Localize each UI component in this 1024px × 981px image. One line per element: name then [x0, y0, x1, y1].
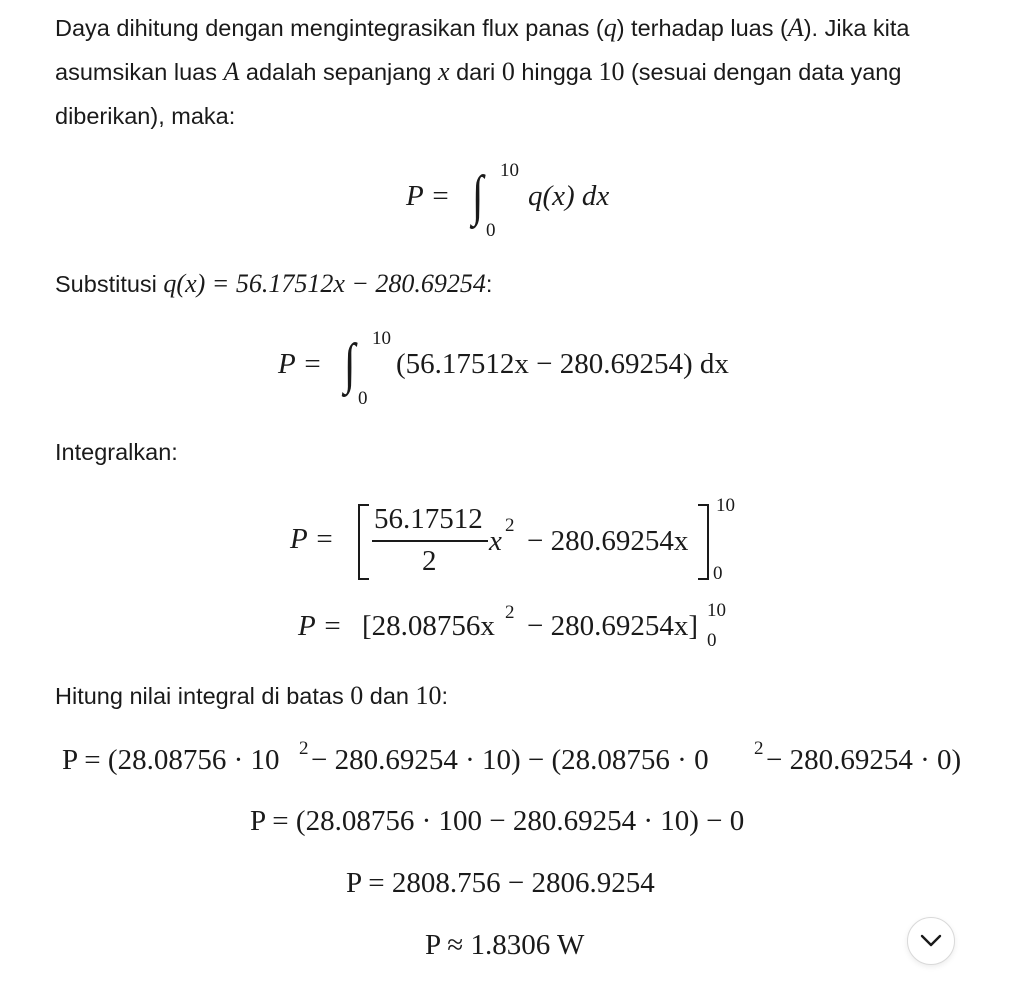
equation-antiderivative-simplified: [0, 600, 1024, 660]
eq4-body: [28.08756x: [362, 610, 495, 642]
equation-substituted-integral: [0, 328, 1024, 408]
eq1-lhs: P =: [406, 180, 451, 212]
eq4-lower-limit: 0: [707, 630, 717, 651]
eq2-lower-limit: 0: [358, 388, 368, 409]
substitution-line: Substitusi q(x) = 56.17512x − 280.69254:: [55, 269, 493, 298]
eq7-text: P = 2808.756 − 2806.9254: [346, 867, 655, 899]
integrate-label: Integralkan:: [55, 439, 178, 465]
equation-subtraction: [0, 867, 1024, 907]
evaluate-label: Hitung nilai integral di batas 0 dan 10:: [55, 681, 449, 710]
eq3-variable: x: [489, 525, 502, 557]
eq3-upper-limit: 10: [716, 495, 735, 516]
eq4-upper-limit: 10: [707, 600, 726, 621]
eq4-tail: − 280.69254x]: [527, 610, 699, 642]
right-bracket: [694, 503, 712, 581]
scroll-down-button[interactable]: [907, 917, 955, 965]
eq3-exponent: 2: [505, 515, 515, 536]
eq8-text: P ≈ 1.8306 W: [425, 929, 585, 961]
eq1-upper-limit: 10: [500, 160, 519, 181]
equation-power-integral: [0, 160, 1024, 240]
chevron-down-icon: [920, 934, 942, 948]
integral-sign: ∫: [343, 333, 356, 395]
equation-evaluate-step: [0, 805, 1024, 845]
equation-evaluate-bounds: [0, 738, 1024, 788]
eq5-part-c: − 280.69254 · 0): [766, 744, 962, 776]
eq5-part-a: P = (28.08756 · 10: [62, 744, 280, 776]
integral-sign: ∫: [471, 165, 484, 227]
equation-result: [0, 929, 1024, 969]
equation-antiderivative-fraction: [0, 495, 1024, 585]
intro-paragraph: Daya dihitung dengan mengintegrasikan flux panas (q) terhadap luas (A). Jika kita asumsikan luas A adalah sepanjang x dari 0 hingga 10 (sesuai dengan data yang diberikan), maka:: [55, 13, 910, 129]
eq5-exponent-2: 2: [754, 738, 764, 759]
eq3-denominator: 2: [422, 545, 437, 577]
eq3-numerator: 56.17512: [374, 503, 483, 535]
eq5-exponent-1: 2: [299, 738, 309, 759]
eq5-part-b: − 280.69254 · 10) − (28.08756 · 0: [311, 744, 709, 776]
eq6-text: P = (28.08756 · 100 − 280.69254 · 10) − 0: [250, 805, 745, 837]
eq2-integrand: (56.17512x − 280.69254) dx: [396, 348, 729, 380]
fraction-bar: [372, 540, 488, 542]
eq3-tail: − 280.69254x: [527, 525, 689, 557]
eq1-lower-limit: 0: [486, 220, 496, 241]
eq4-exponent: 2: [505, 602, 515, 623]
eq2-upper-limit: 10: [372, 328, 391, 349]
left-bracket: [355, 503, 373, 581]
eq2-lhs: P =: [278, 348, 323, 380]
eq4-lhs: P =: [298, 610, 343, 642]
eq3-lhs: P =: [290, 523, 335, 555]
eq3-lower-limit: 0: [713, 563, 723, 584]
eq1-integrand: q(x) dx: [528, 180, 610, 212]
